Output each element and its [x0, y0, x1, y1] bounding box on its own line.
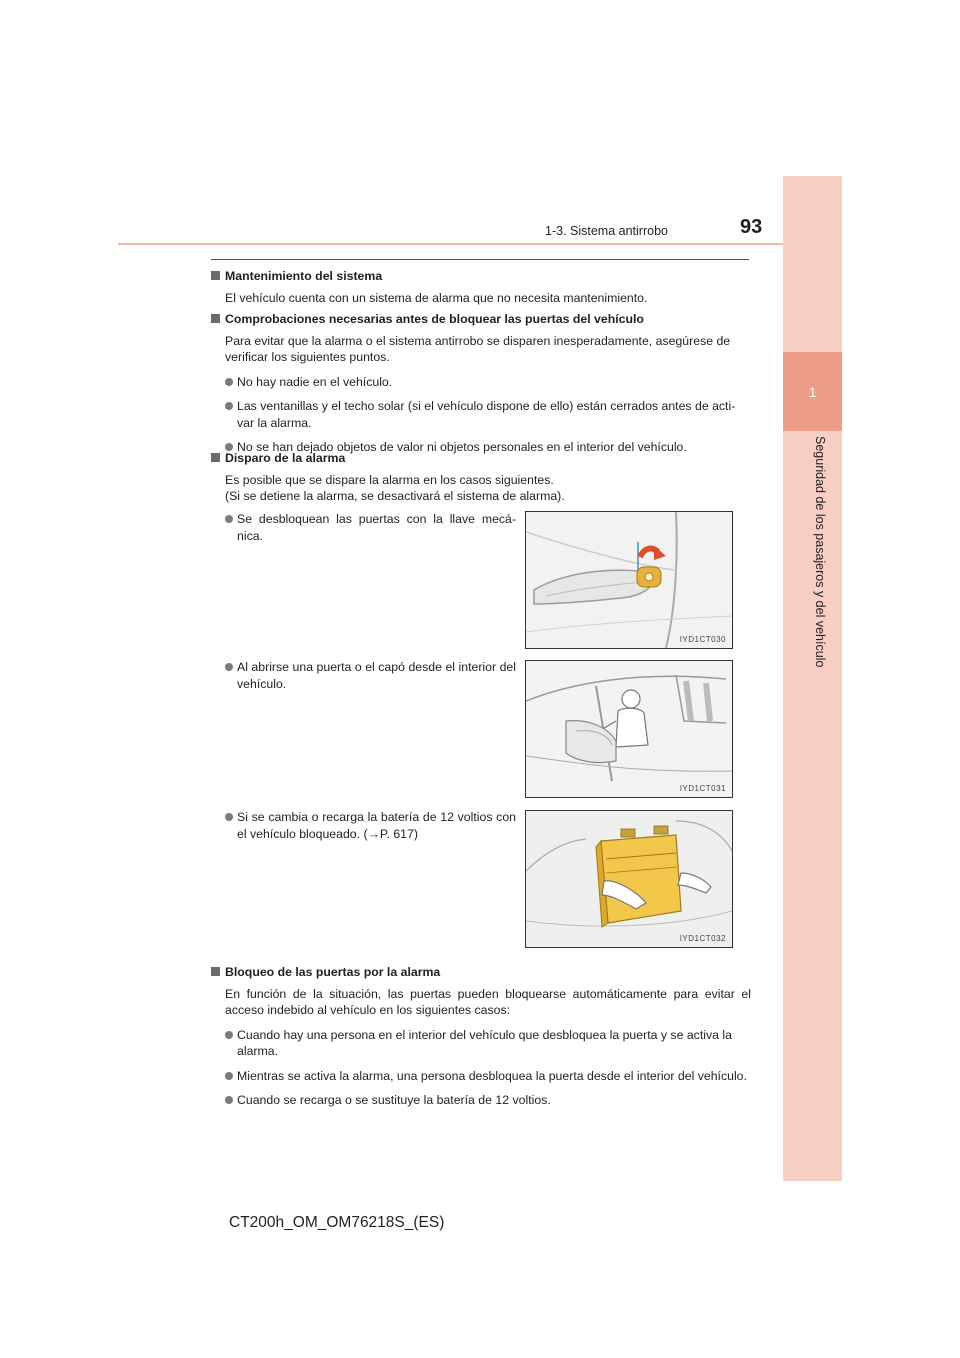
section-heading: Mantenimiento del sistema	[211, 268, 751, 285]
chapter-number: 1	[808, 383, 817, 400]
square-bullet-icon	[211, 314, 220, 323]
square-bullet-icon	[211, 271, 220, 280]
figure-code: IYD1CT030	[679, 635, 726, 644]
figure-door-key	[525, 511, 733, 649]
car-interior-illustration	[526, 661, 732, 797]
chapter-title: Seguridad de los pasajeros y del vehículo	[813, 436, 827, 668]
figure-code: IYD1CT032	[679, 934, 726, 943]
list-item: Si se cambia o recarga la batería de 12 voltios con el vehículo bloqueado. (→P. 617)	[211, 809, 516, 842]
figure-code: IYD1CT031	[679, 784, 726, 793]
section-heading: Comprobaciones necesarias antes de bloquear las puertas del vehículo	[211, 311, 751, 328]
list-item: Mientras se activa la alarma, una persona desbloquea la puerta desde el interior del vehículo.	[211, 1068, 751, 1085]
door-handle-illustration	[526, 512, 732, 648]
section-text-line: (Si se detiene la alarma, se desactivará el sistema de alarma).	[225, 489, 565, 503]
header-rule	[118, 243, 783, 245]
bullet-dot-icon	[225, 1096, 233, 1104]
running-head: 1-3. Sistema antirrobo	[545, 224, 668, 238]
section-checks	[211, 311, 751, 456]
list-item: No se han dejado objetos de valor ni objetos personales en el interior del vehículo.	[211, 439, 751, 456]
side-tab-band	[783, 176, 842, 1181]
section-text: En función de la situación, las puertas pueden bloquearse automáticamente para evitar el acceso indebido al vehículo en los siguientes casos:	[225, 986, 751, 1017]
list-item: No hay nadie en el vehículo.	[211, 374, 751, 391]
section-alarm-trigger	[211, 450, 751, 505]
chapter-number-box	[783, 352, 842, 431]
list-item: Se desbloquean las puertas con la llave mecá-nica.	[211, 511, 516, 544]
bullet-dot-icon	[225, 515, 233, 523]
figure-interior-door	[525, 660, 733, 798]
list-item: Al abrirse una puerta o el capó desde el interior del vehículo.	[211, 659, 516, 692]
battery-illustration	[526, 811, 732, 947]
section-text: Para evitar que la alarma o el sistema antirrobo se disparen inesperadamente, asegúrese de verificar los siguientes puntos.	[225, 333, 731, 364]
page-number: 93	[740, 216, 763, 238]
bullet-dot-icon	[225, 402, 233, 410]
list-item: Las ventanillas y el techo solar (si el vehículo dispone de ello) están cerrados antes de acti-var la alarma.	[211, 398, 751, 431]
bullet-dot-icon	[225, 1072, 233, 1080]
square-bullet-icon	[211, 967, 220, 976]
bullet-dot-icon	[225, 813, 233, 821]
bullet-dot-icon	[225, 378, 233, 386]
list-item: Cuando hay una persona en el interior del vehículo que desbloquea la puerta y se activa la alarma.	[211, 1027, 751, 1060]
list-item: Cuando se recarga o se sustituye la batería de 12 voltios.	[211, 1092, 751, 1109]
section-maintenance	[211, 268, 751, 306]
content-top-rule	[211, 259, 749, 260]
section-text-line: Es posible que se dispare la alarma en los casos siguientes.	[225, 472, 554, 487]
section-heading: Disparo de la alarma	[211, 450, 751, 467]
figure-battery	[525, 810, 733, 948]
section-door-lock	[211, 964, 751, 1109]
document-code: CT200h_OM_OM76218S_(ES)	[229, 1214, 445, 1231]
section-text: El vehículo cuenta con un sistema de alarma que no necesita mantenimiento.	[225, 290, 648, 305]
section-heading: Bloqueo de las puertas por la alarma	[211, 964, 751, 981]
square-bullet-icon	[211, 453, 220, 462]
bullet-dot-icon	[225, 1031, 233, 1039]
bullet-dot-icon	[225, 663, 233, 671]
